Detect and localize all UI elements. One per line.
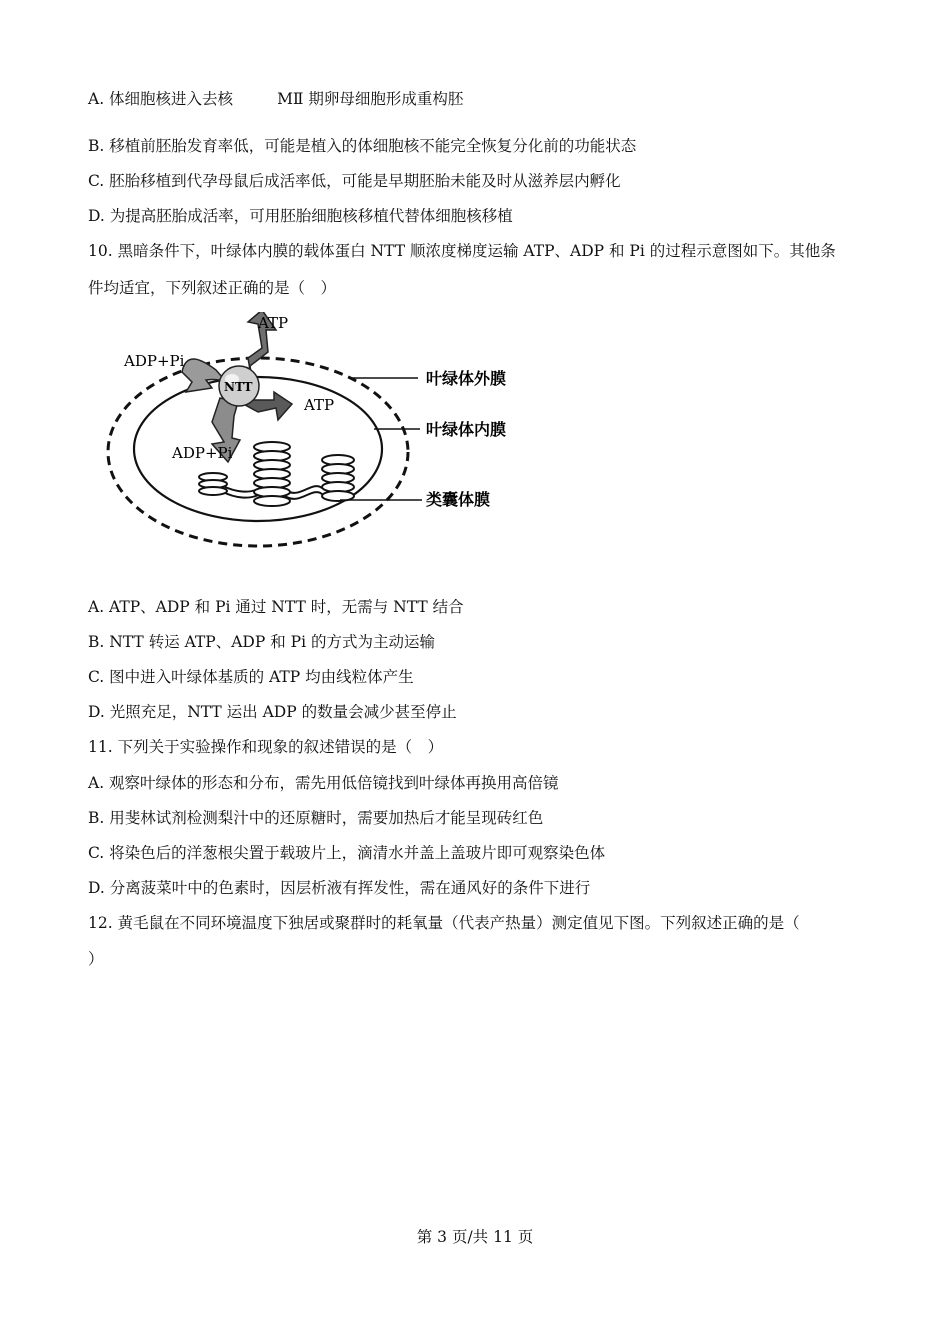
q11-option-c: C. 将染色后的洋葱根尖置于载玻片上，滴清水并盖上盖玻片即可观察染色体 (88, 844, 606, 862)
label-atp-inner: ATP (304, 396, 335, 414)
q9-option-a: A. 体细胞核进入去核 MⅡ 期卵母细胞形成重构胚 (88, 90, 464, 108)
q10-option-d: D. 光照充足，NTT 运出 ADP 的数量会减少甚至停止 (88, 703, 457, 721)
label-adp-pi-inner: ADP+Pi (172, 444, 233, 462)
q12-stem-line1: 12. 黄毛鼠在不同环境温度下独居或聚群时的耗氧量（代表产热量）测定值见下图。下列叙述正确的是（ (88, 914, 800, 932)
q9-option-d: D. 为提高胚胎成活率，可用胚胎细胞核移植代替体细胞核移植 (88, 207, 513, 225)
q10-stem-line2: 件均适宜，下列叙述正确的是（ ） (88, 279, 337, 297)
label-outer-membrane: 叶绿体外膜 (426, 369, 507, 388)
chloroplast-ntt-diagram (100, 312, 520, 564)
label-ntt: NTT (224, 380, 253, 394)
q10-option-a: A. ATP、ADP 和 Pi 通过 NTT 时，无需与 NTT 结合 (88, 598, 464, 616)
q10-option-b: B. NTT 转运 ATP、ADP 和 Pi 的方式为主动运输 (88, 633, 435, 651)
label-inner-membrane: 叶绿体内膜 (426, 420, 507, 439)
label-adp-pi-top: ADP+Pi (124, 352, 185, 370)
q11-stem: 11. 下列关于实验操作和现象的叙述错误的是（ ） (88, 738, 444, 756)
q10-stem-line1: 10. 黑暗条件下，叶绿体内膜的载体蛋白 NTT 顺浓度梯度运输 ATP、ADP 和 Pi 的过程示意图如下。其他条 (88, 242, 836, 260)
label-atp-top: ATP (258, 314, 289, 332)
q9-option-b: B. 移植前胚胎发育率低，可能是植入的体细胞核不能完全恢复分化前的功能状态 (88, 137, 637, 155)
page-footer: 第 3 页/共 11 页 (416, 1228, 534, 1246)
q10-option-c: C. 图中进入叶绿体基质的 ATP 均由线粒体产生 (88, 668, 414, 686)
label-thylakoid-membrane: 类囊体膜 (426, 490, 491, 509)
q9-option-c: C. 胚胎移植到代孕母鼠后成活率低，可能是早期胚胎未能及时从滋养层内孵化 (88, 172, 621, 190)
q11-option-a: A. 观察叶绿体的形态和分布，需先用低倍镜找到叶绿体再换用高倍镜 (88, 774, 559, 792)
q11-option-b: B. 用斐林试剂检测梨汁中的还原糖时，需要加热后才能呈现砖红色 (88, 809, 544, 827)
q12-stem-line2: ） (88, 950, 104, 968)
q11-option-d: D. 分离菠菜叶中的色素时，因层析液有挥发性，需在通风好的条件下进行 (88, 879, 591, 897)
